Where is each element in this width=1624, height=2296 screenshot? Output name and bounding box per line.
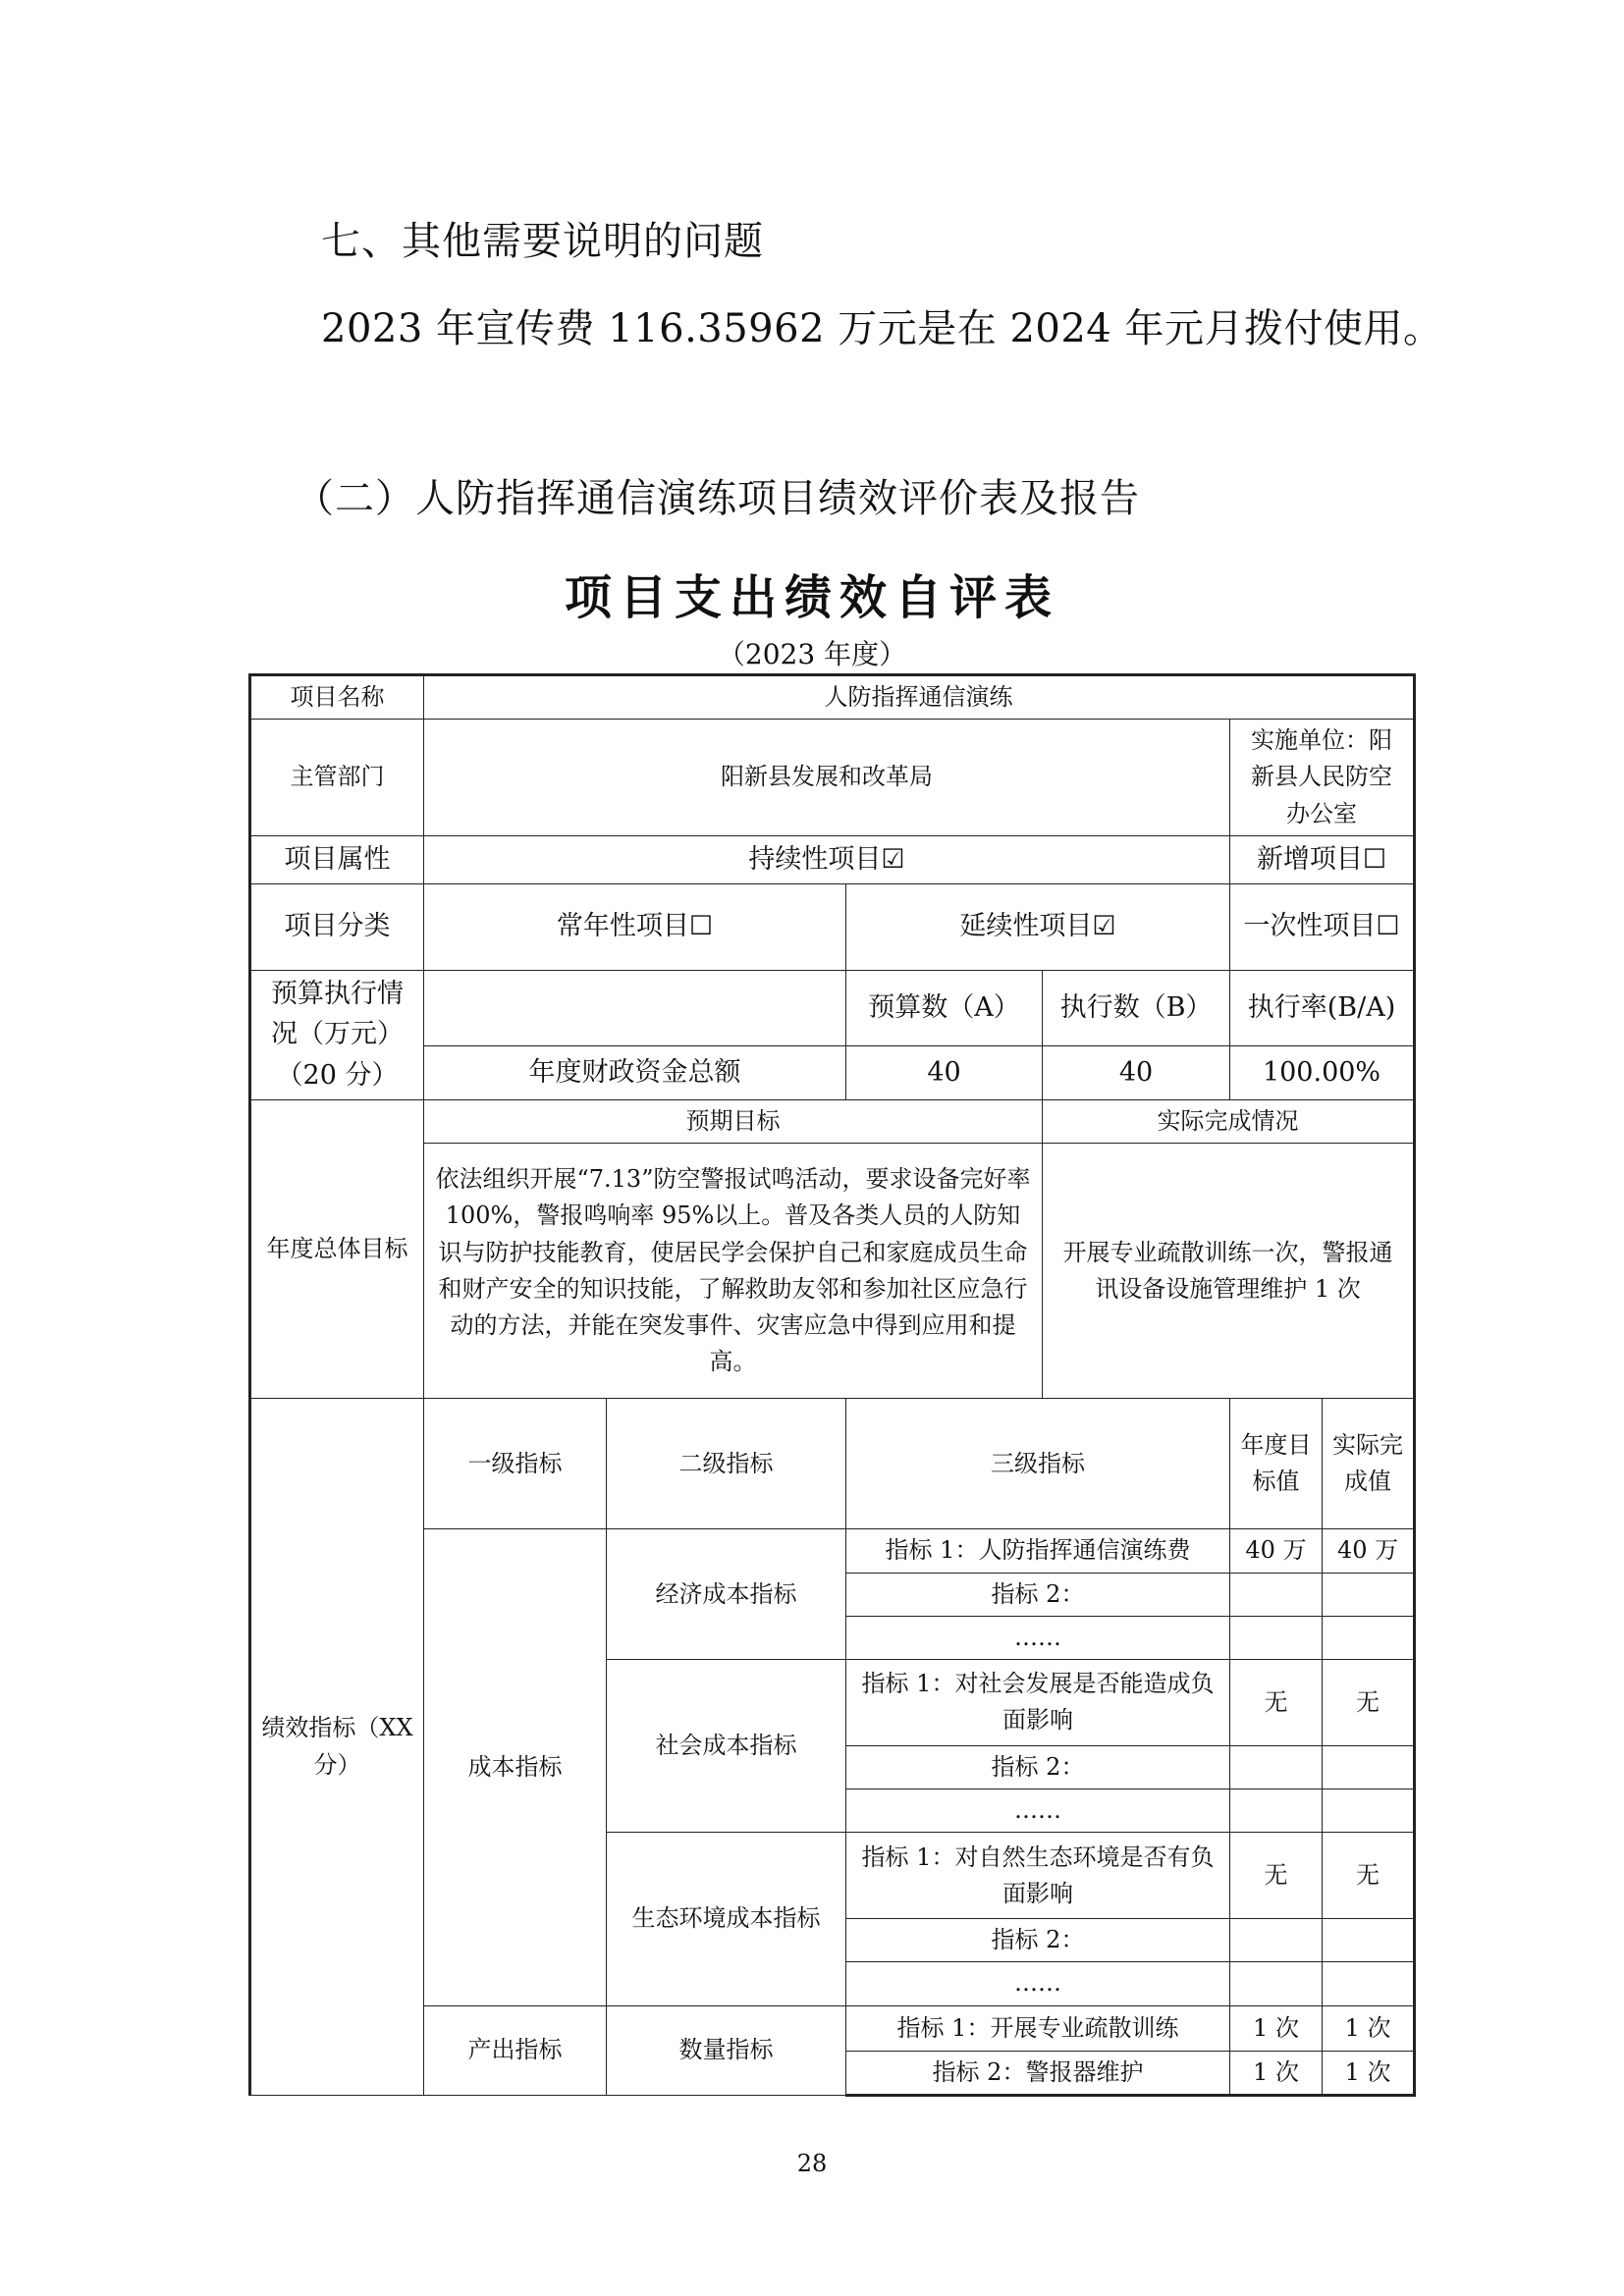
impl-unit: 实施单位：阳新县人民防空办公室 xyxy=(1230,720,1415,836)
cost-label: 成本指标 xyxy=(424,1529,607,2005)
col-actual: 实际完成值 xyxy=(1323,1399,1415,1529)
econ-row-3-name: …… xyxy=(846,1616,1230,1659)
budget-a: 40 xyxy=(846,1046,1043,1100)
goal-actual-header: 实际完成情况 xyxy=(1043,1100,1415,1144)
eco-row-2-name: 指标 2： xyxy=(846,1919,1230,1962)
eco-row-3-target xyxy=(1230,1962,1323,2005)
econ-row-1-actual: 40 万 xyxy=(1323,1529,1415,1573)
goal-expected-header: 预期目标 xyxy=(424,1100,1043,1144)
section-heading: 七、其他需要说明的问题 xyxy=(321,219,764,264)
eco-label: 生态环境成本指标 xyxy=(607,1833,846,2005)
body-paragraph: 2023 年宣传费 116.35962 万元是在 2024 年元月拨付使用。 xyxy=(321,306,1443,351)
page-number: 28 xyxy=(796,2150,828,2177)
table-title: 项目支出绩效自评表 xyxy=(564,570,1059,625)
eco-row-3-name: …… xyxy=(846,1962,1230,2005)
social-row-1-target: 无 xyxy=(1230,1659,1323,1745)
eco-row-1-target: 无 xyxy=(1230,1833,1323,1919)
budget-col-b: 执行数（B） xyxy=(1043,970,1230,1045)
social-row-3-target xyxy=(1230,1789,1323,1833)
quantity-row-1-name: 指标 1：开展专业疏散训练 xyxy=(846,2005,1230,2051)
econ-row-2-name: 指标 2： xyxy=(846,1573,1230,1616)
output-label: 产出指标 xyxy=(424,2005,607,2095)
attr-label: 项目属性 xyxy=(250,835,424,883)
budget-rate: 100.00% xyxy=(1230,1046,1415,1100)
quantity-label: 数量指标 xyxy=(607,2005,846,2095)
performance-evaluation-table xyxy=(248,673,1416,2097)
goal-label: 年度总体目标 xyxy=(250,1100,424,1399)
cat-extended: 延续性项目☑ xyxy=(846,883,1230,970)
quantity-row-2-name: 指标 2：警报器维护 xyxy=(846,2051,1230,2095)
col-level2: 二级指标 xyxy=(607,1399,846,1529)
social-row-3-actual xyxy=(1323,1789,1415,1833)
col-level3: 三级指标 xyxy=(846,1399,1230,1529)
quantity-row-1-actual: 1 次 xyxy=(1323,2005,1415,2051)
budget-label: 预算执行情况（万元）（20 分） xyxy=(250,970,424,1100)
eco-row-2-actual xyxy=(1323,1919,1415,1962)
cat-onetime: 一次性项目☐ xyxy=(1230,883,1415,970)
sub-heading: （二）人防指挥通信演练项目绩效评价表及报告 xyxy=(295,476,1140,521)
budget-blank-cell xyxy=(424,970,846,1045)
social-row-1-name: 指标 1：对社会发展是否能造成负面影响 xyxy=(846,1659,1230,1745)
econ-label: 经济成本指标 xyxy=(607,1529,846,1660)
econ-row-2-actual xyxy=(1323,1573,1415,1616)
dept-label: 主管部门 xyxy=(250,720,424,836)
category-label: 项目分类 xyxy=(250,883,424,970)
social-row-2-name: 指标 2： xyxy=(846,1745,1230,1789)
social-row-1-actual: 无 xyxy=(1323,1659,1415,1745)
social-row-2-actual xyxy=(1323,1745,1415,1789)
budget-col-rate: 执行率(B/A) xyxy=(1230,970,1415,1045)
goal-actual: 开展专业疏散训练一次，警报通讯设备设施管理维护 1 次 xyxy=(1043,1144,1415,1399)
cat-regular: 常年性项目☐ xyxy=(424,883,846,970)
attr-new: 新增项目☐ xyxy=(1230,835,1415,883)
social-row-3-name: …… xyxy=(846,1789,1230,1833)
econ-row-3-actual xyxy=(1323,1616,1415,1659)
econ-row-3-target xyxy=(1230,1616,1323,1659)
econ-row-1-target: 40 万 xyxy=(1230,1529,1323,1573)
project-name: 人防指挥通信演练 xyxy=(424,675,1415,720)
budget-b: 40 xyxy=(1043,1046,1230,1100)
table-year: （2023 年度） xyxy=(717,638,907,670)
dept-name: 阳新县发展和改革局 xyxy=(424,720,1230,836)
budget-row-label: 年度财政资金总额 xyxy=(424,1046,846,1100)
social-row-2-target xyxy=(1230,1745,1323,1789)
attr-continuing: 持续性项目☑ xyxy=(424,835,1230,883)
econ-row-1-name: 指标 1：人防指挥通信演练费 xyxy=(846,1529,1230,1573)
quantity-row-2-target: 1 次 xyxy=(1230,2051,1323,2095)
eco-row-3-actual xyxy=(1323,1962,1415,2005)
goal-expected: 依法组织开展“7.13”防空警报试鸣活动，要求设备完好率 100%，警报鸣响率 95%以上。普及各类人员的人防知识与防护技能教育，使居民学会保护自己和家庭成员生命和财产安全的知识技能，了解救助友邻和参加社区应急行动的方法，并能在突发事件、灾害应急中得到应用和提高。 xyxy=(424,1144,1043,1399)
budget-col-a: 预算数（A） xyxy=(846,970,1043,1045)
eco-row-2-target xyxy=(1230,1919,1323,1962)
quantity-row-1-target: 1 次 xyxy=(1230,2005,1323,2051)
perf-label: 绩效指标（XX分） xyxy=(250,1399,424,2096)
eco-row-1-name: 指标 1：对自然生态环境是否有负面影响 xyxy=(846,1833,1230,1919)
econ-row-2-target xyxy=(1230,1573,1323,1616)
eco-row-1-actual: 无 xyxy=(1323,1833,1415,1919)
quantity-row-2-actual: 1 次 xyxy=(1323,2051,1415,2095)
social-label: 社会成本指标 xyxy=(607,1659,846,1832)
col-level1: 一级指标 xyxy=(424,1399,607,1529)
project-name-label: 项目名称 xyxy=(250,675,424,720)
col-target: 年度目标值 xyxy=(1230,1399,1323,1529)
